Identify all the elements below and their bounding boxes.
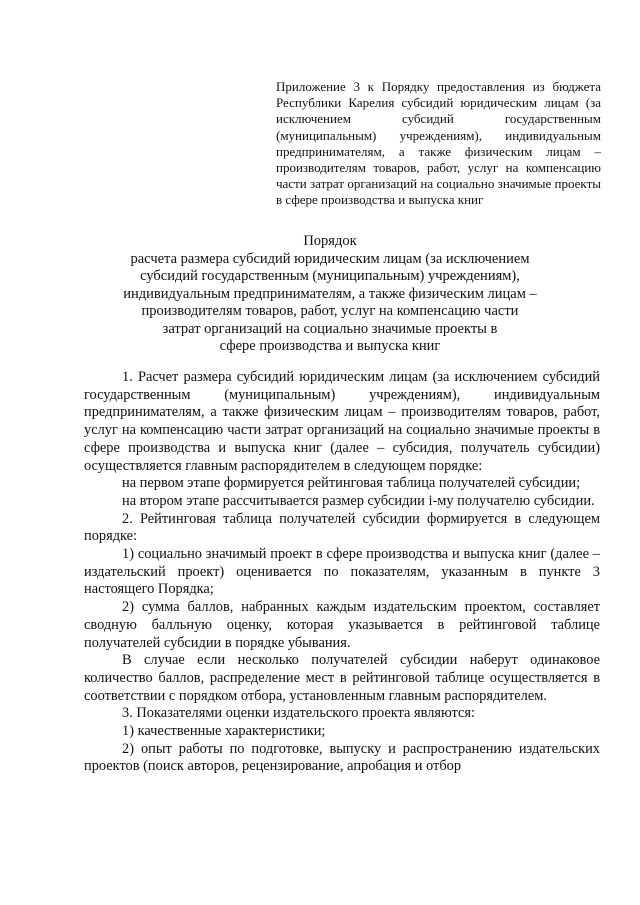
title-line: сфере производства и выпуска книг	[219, 338, 441, 354]
title-line: расчета размера субсидий юридическим лицам (за исключением	[130, 250, 530, 267]
title-line: субсидий государственным (муниципальным) учреждениям),	[140, 268, 520, 284]
appendix-note: Приложение 3 к Порядку предоставления из бюджета Республики Карелия субсидий юридическим лицам (за исключением субсидий государственным (муниципальным) учреждениям), индивидуальным предпринимателям, а также физическим лицам – производителям товаров, работ, услуг на компенсацию части затрат организаций на социально значимые проекты в сфере производства и выпуска книг	[276, 79, 601, 208]
document-body	[84, 369, 600, 776]
title-line: индивидуальным предпринимателям, а также физическим лицам –	[123, 285, 537, 302]
paragraph: 1) социально значимый проект в сфере производства и выпуска книг (далее – издательский проект) оценивается по показателям, указанным в пункте 3 настоящего Порядка;	[84, 546, 600, 598]
paragraph: на первом этапе формируется рейтинговая таблица получателей субсидии;	[122, 475, 581, 492]
paragraph: 1) качественные характеристики;	[122, 723, 326, 740]
paragraph: 2. Рейтинговая таблица получателей субсидии формируется в следующем порядке:	[84, 510, 600, 545]
paragraph: В случае если несколько получателей субсидии наберут одинаковое количество баллов, распределение мест в рейтинговой таблице осуществляется в соответствии с порядком отбора, установленным главным распорядителем.	[84, 652, 600, 704]
paragraph: 3. Показателями оценки издательского проекта являются:	[122, 705, 476, 722]
document-title	[60, 233, 600, 356]
paragraph: 1. Расчет размера субсидий юридическим лицам (за исключением субсидий государственным (муниципальным) учреждениям), индивидуальным предпринимателям, а также физическим лицам – производителям товаров, работ, услуг на компенсацию части затрат организаций на социально значимые проекты в сфере производства и выпуска книг (далее – субсидия, получатель субсидии) осуществляется главным распорядителем в следующем порядке:	[84, 369, 600, 474]
title-line: затрат организаций на социально значимые проекты в	[162, 320, 498, 337]
paragraph: на втором этапе рассчитывается размер субсидии i-му получателю субсидии.	[122, 492, 595, 509]
title-line: производителям товаров, работ, услуг на компенсацию части	[141, 303, 519, 319]
paragraph: 2) сумма баллов, набранных каждым издательским проектом, составляет сводную балльную оценку, которая указывается в рейтинговой таблице получателей субсидии в порядке убывания.	[84, 599, 600, 651]
title-heading: Порядок	[303, 233, 357, 249]
paragraph: 2) опыт работы по подготовке, выпуску и распространению издательских проектов (поиск авторов, рецензирование, апробация и отбор	[84, 740, 600, 775]
